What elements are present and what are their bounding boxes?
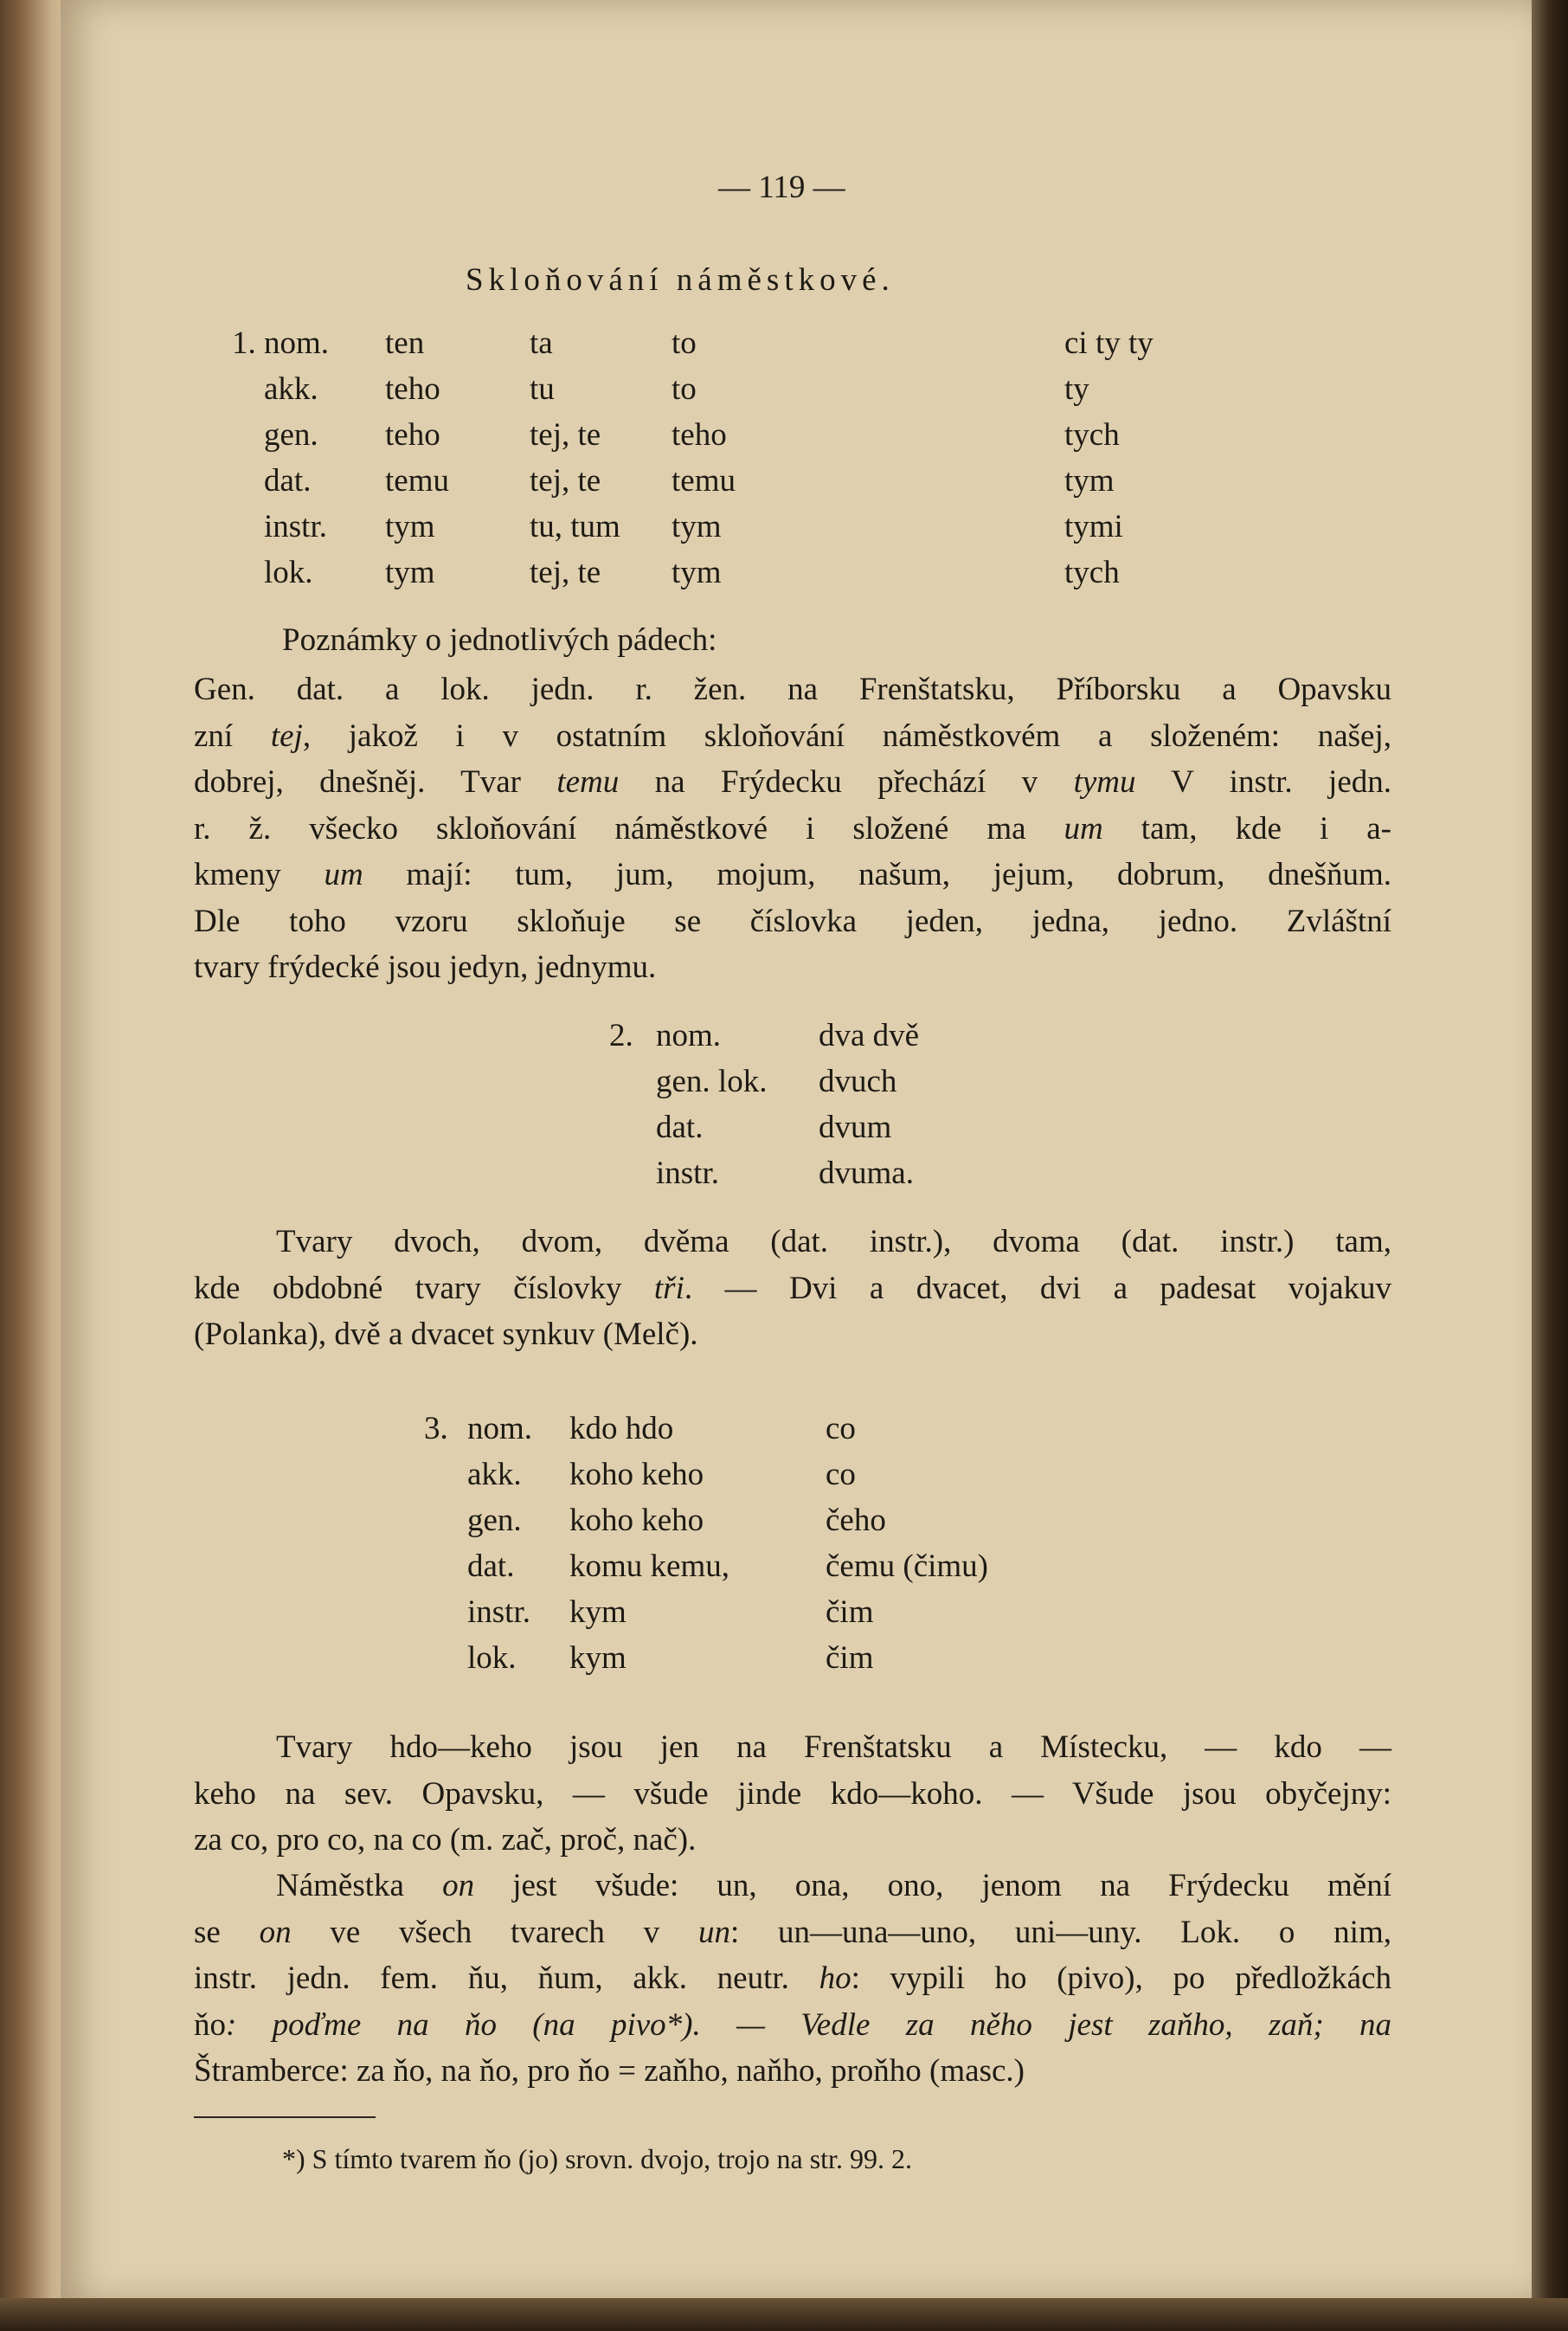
table-cell: instr. [264,509,327,544]
italic-term: tymu [1073,764,1136,800]
text-line [194,1955,1391,2002]
italic-term: on [442,1868,475,1903]
table-cell: čeho [826,1503,886,1538]
table-cell: instr. [467,1594,530,1630]
table-cell: dvuch [819,1064,897,1099]
table-cell: instr. [656,1156,719,1191]
table-cell: tej, te [530,417,601,453]
table-cell: nom. [467,1411,533,1446]
text-run: jest všude: un, ona, ono, jenom na Frýdecku mění [474,1868,1391,1903]
text-run: ve všech tvarech v [291,1914,698,1950]
text-run: Štramberce: za ňo, na ňo, pro ňo = zaňho, naňho, proňho (masc.) [194,2053,1025,2089]
text-line [194,666,1391,713]
text-run: : un—una—uno, uni—uny. Lok. o nim, [729,1914,1391,1950]
table-cell: teho [672,417,727,453]
table1-plural [1064,320,1154,596]
paragraph-3 [194,1724,1391,1864]
text-line [194,898,1391,945]
table-cell: to [672,325,697,361]
table3-who [569,1406,729,1681]
table-cell: tym [672,509,722,544]
table-cell: tej, te [530,463,601,499]
table-cell: teho [385,417,440,453]
table-cell: to [672,371,697,407]
table-cell: čim [826,1594,874,1630]
text-run: dobrej, dnešněj. Tvar [194,764,557,800]
text-line [194,713,1391,760]
table2-label: 2. [609,1018,633,1053]
table-cell: tym [385,509,435,544]
table-cell: dvuma. [819,1156,914,1191]
italic-term: temu [556,764,620,800]
table-cell: tych [1064,555,1120,590]
text-run: tvary frýdecké jsou jedyn, jednymu. [194,950,657,985]
table1-neut [672,320,736,596]
text-run: ňo [194,2006,226,2043]
table-cell: tu [530,371,555,407]
table-cell: gen. lok. [656,1064,768,1099]
text-line [194,852,1391,898]
table3-what [826,1406,988,1681]
text-run: r. ž. všecko skloňování náměstkové i složené ma [194,810,1064,847]
italic-term: tři [653,1270,684,1306]
text-run: kde obdobné tvary číslovky [194,1270,654,1306]
table-cell: co [826,1411,856,1446]
table-cell: dat. [264,463,312,499]
table-cell: nom. [656,1018,722,1053]
table-cell: akk. [467,1457,522,1492]
table3-cases [467,1406,532,1681]
text-run: keho na sev. Opavsku, — všude jinde kdo—koho. — Všude jsou obyčejny: [194,1775,1391,1812]
table-cell: dat. [656,1110,704,1145]
text-line [194,1265,1391,1312]
table-cell: čemu (čimu) [826,1549,988,1584]
table-cell: komu kemu, [569,1549,729,1584]
text-line [194,1817,1391,1864]
table-cell: tym [385,555,435,590]
table-cell: gen. [467,1503,522,1538]
table-cell: tych [1064,417,1120,453]
table-cell: tym [1064,463,1115,499]
table-cell: koho keho [569,1503,704,1538]
table1-cases [264,320,329,596]
italic-term: on [259,1914,292,1950]
italic-term: : poďme na ňo (na pivo*). — Vedle za něho jest zaňho, zaň; na [226,2006,1391,2043]
text-line [194,2048,1391,2095]
text-run: Náměstka [276,1868,443,1903]
text-run: mají: tum, jum, mojum, našum, jejum, dobrum, dnešňum. [363,857,1391,892]
text-run: instr. jedn. fem. ňu, ňum, akk. neutr. [194,1961,819,1996]
table-cell: akk. [264,371,318,407]
text-line [194,1771,1391,1818]
page-number: — 119 — [718,170,845,205]
text-run: za co, pro co, na co (m. zač, proč, nač). [194,1822,697,1858]
paragraph-4 [194,1863,1391,2095]
table1-masc [385,320,449,596]
table-cell: kym [569,1640,627,1676]
page-bottom-edge [0,2298,1568,2331]
text-run: Gen. dat. a lok. jedn. r. žen. na Frenštatsku, Příborsku a Opavsku [194,672,1391,707]
table-cell: dvum [819,1110,892,1145]
footnote-rule [194,2116,376,2118]
table1-fem [530,320,620,596]
italic-term: ho [819,1961,851,1996]
table-cell: koho keho [569,1457,704,1492]
text-line [194,806,1391,853]
table-cell: ty [1064,371,1089,407]
table-cell: tu, tum [530,509,620,544]
text-line [194,2002,1391,2049]
table-cell: tym [672,555,722,590]
text-line [194,1724,1391,1771]
text-run: kmeny [194,857,325,892]
table-cell: nom. [264,325,330,361]
table-cell: dat. [467,1549,515,1584]
text-run: . — Dvi a dvacet, dvi a padesat vojakuv [684,1270,1391,1306]
text-run: V instr. jedn. [1135,764,1391,800]
table-cell: temu [385,463,449,499]
footnote: *) S tímto tvarem ňo (jo) srovn. dvojo, trojo na str. 99. 2. [282,2143,912,2174]
italic-term: um [324,857,363,892]
text-line [194,1863,1391,1909]
text-run: Tvary dvoch, dvom, dvěma (dat. instr.), dvoma (dat. instr.) tam, [276,1224,1391,1259]
text-run: Dle toho vzoru skloňuje se číslovka jeden, jedna, jedno. Zvláštní [194,903,1391,939]
table-cell: lok. [264,555,313,590]
text-line [194,1219,1391,1265]
italic-term: un [697,1914,730,1950]
text-line [194,944,1391,991]
paragraph-2 [194,1219,1391,1358]
text-run: : vypili ho (pivo), po předložkách [851,1961,1391,1996]
table-cell: tej, te [530,555,601,590]
table1-label: 1. [232,325,256,361]
table-cell: dva dvě [819,1018,920,1053]
table-cell: kdo hdo [569,1411,674,1446]
table3-label: 3. [424,1411,448,1446]
text-line [194,759,1391,806]
table-cell: lok. [467,1640,517,1676]
table-cell: ten [385,325,425,361]
text-run: zní [194,718,271,754]
table-cell: tymi [1064,509,1123,544]
text-line [194,1909,1391,1956]
italic-term: tej [270,718,303,754]
table-cell: co [826,1457,856,1492]
table-cell: gen. [264,417,318,453]
table-cell: čim [826,1640,874,1676]
table-cell: kym [569,1594,627,1630]
text-run: na Frýdecku přechází v [619,764,1074,800]
text-run: Tvary hdo—keho jsou jen na Frenštatsku a Místecku, — kdo — [276,1729,1391,1765]
notes-heading: Poznámky o jednotlivých pádech: [282,622,717,658]
text-run: tam, kde i a- [1102,810,1391,847]
text-run: , jakož i v ostatním skloňování náměstkovém a složeném: našej, [302,718,1392,754]
italic-term: um [1064,810,1103,847]
table-cell: temu [672,463,736,499]
table-cell: ci ty ty [1064,325,1154,361]
section-title: Skloňování náměstkové. [466,262,895,298]
table2-cases [656,1013,767,1196]
table-cell: ta [530,325,553,361]
text-run: se [194,1914,260,1950]
table-cell: teho [385,371,440,407]
text-line [194,1311,1391,1358]
paragraph-1 [194,666,1391,991]
table2-forms [819,1013,919,1196]
text-run: (Polanka), dvě a dvacet synkuv (Melč). [194,1317,698,1352]
